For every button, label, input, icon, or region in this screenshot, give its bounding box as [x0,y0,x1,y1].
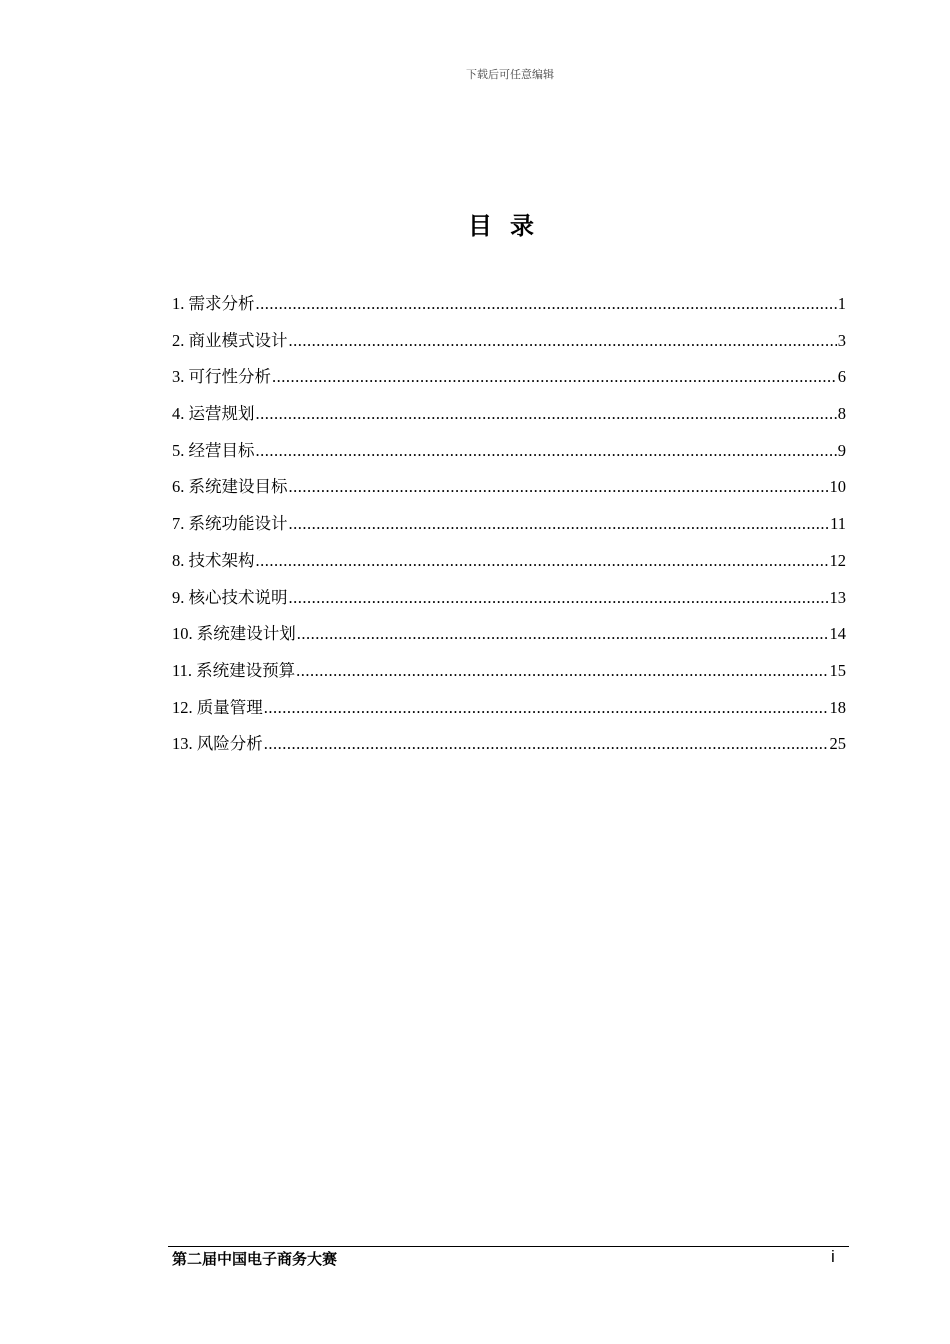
toc-entry-label: 8. 技术架构 [172,550,255,570]
toc-entry[interactable] [172,584,846,621]
toc-leader-dots [272,367,837,387]
toc-entry-label: 7. 系统功能设计 [172,514,288,534]
toc-leader-dots [256,294,837,314]
toc-entry[interactable] [172,437,846,474]
footer-event-name: 第二届中国电子商务大赛 [172,1250,338,1268]
toc-entry[interactable] [172,730,846,767]
toc-entry-label: 13. 风险分析 [172,734,263,754]
toc-leader-dots [256,441,837,461]
toc-entry-label: 9. 核心技术说明 [172,587,288,607]
toc-entry-page: 13 [829,587,846,607]
toc-leader-dots [264,698,829,718]
toc-entry[interactable] [172,363,846,400]
toc-leader-dots [256,404,837,424]
toc-leader-dots [256,551,829,571]
footer-divider [168,1246,849,1247]
toc-entry[interactable] [172,694,846,731]
toc-entry-page: 25 [829,734,846,754]
toc-entry-page: 12 [829,550,846,570]
toc-entry-page: 6 [837,367,846,387]
toc-entry-label: 10. 系统建设计划 [172,624,296,644]
toc-entry-label: 12. 质量管理 [172,697,263,717]
toc-entry[interactable] [172,327,846,364]
toc-entry[interactable] [172,657,846,694]
toc-entry-page: 9 [837,440,846,460]
toc-title: 目录 [468,212,552,240]
toc-entry[interactable] [172,620,846,657]
toc-entry[interactable] [172,473,846,510]
toc-leader-dots [296,661,828,681]
toc-entry-label: 2. 商业模式设计 [172,330,288,350]
toc-entry[interactable] [172,400,846,437]
toc-entry-label: 5. 经营目标 [172,440,255,460]
toc-entry-page: 3 [837,330,846,350]
toc-entry-page: 10 [829,477,846,497]
toc-entry-page: 15 [829,660,846,680]
toc-leader-dots [289,514,830,534]
footer-page-number: i [831,1247,835,1266]
toc-entry-page: 18 [829,697,846,717]
toc-leader-dots [289,588,829,608]
toc-entry[interactable] [172,510,846,547]
toc-leader-dots [289,477,829,497]
toc-entry-label: 11. 系统建设预算 [172,660,296,680]
toc-entry-page: 11 [830,514,846,534]
toc-entry[interactable] [172,290,846,327]
toc-entry-label: 6. 系统建设目标 [172,477,288,497]
toc-entry-page: 1 [837,294,846,313]
toc-entry-label: 1. 需求分析 [172,294,255,313]
toc-leader-dots [297,624,829,644]
toc-leader-dots [289,331,837,351]
header-note: 下载后可任意编辑 [466,68,554,81]
toc-entry[interactable] [172,547,846,584]
toc-entry-label: 3. 可行性分析 [172,367,271,387]
toc-list [172,290,846,767]
toc-entry-page: 14 [829,624,846,644]
toc-leader-dots [264,734,829,754]
toc-entry-page: 8 [837,404,846,424]
toc-entry-label: 4. 运营规划 [172,404,255,424]
